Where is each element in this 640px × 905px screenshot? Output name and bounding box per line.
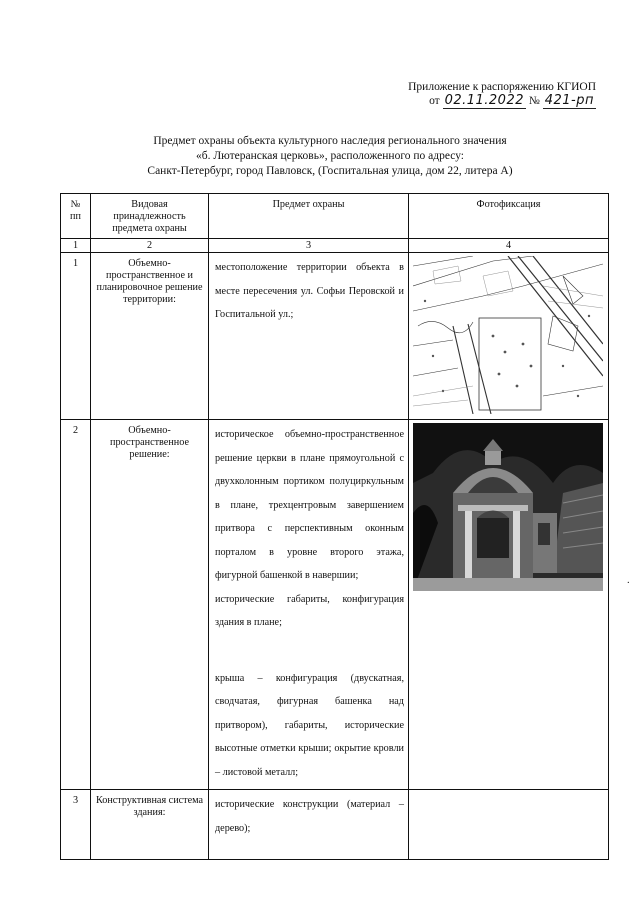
appendix-line: Приложение к распоряжению КГИОП (408, 81, 596, 93)
row-num: 1 (61, 253, 91, 420)
row-photo (409, 790, 609, 860)
row-subject (209, 253, 409, 420)
column-number: 1 (61, 239, 91, 253)
column-number: 4 (409, 239, 609, 253)
subject-paragraph: крыша – конфигурация (двускатная, сводчатая, фигурная башенка над притвором), габариты, исторические высотные отметки крыши; окрытие кровли – листовой металл; (215, 672, 404, 778)
subject-paragraph: историческое объемно-пространственное решение церкви в плане прямоугольной с двухколонным портиком полуциркульным в плане, трехцентровым завершением притвора с перспективным оконным порталом в уровне второго этажа, фигурной башенкой в навершии; (215, 429, 404, 581)
title-line-2: «б. Лютеранская церковь», расположенного по адресу: (196, 150, 464, 162)
handwritten-date: 02.11.2022 (444, 93, 524, 108)
protection-subject-table (60, 193, 609, 860)
header-num: № пп (61, 194, 91, 239)
appendix-header (408, 80, 596, 108)
document-title (60, 134, 600, 179)
header-row (61, 194, 609, 239)
header-photo: Фотофиксация (409, 194, 609, 239)
header-type: Видовая принадлежность предмета охраны (91, 194, 209, 239)
row-num: 3 (61, 790, 91, 860)
column-number: 2 (91, 239, 209, 253)
margin-mark: · (626, 578, 630, 589)
row-type: Конструктивная система здания: (91, 790, 209, 860)
column-number-row (61, 239, 609, 253)
handwritten-number: 421-рп (544, 93, 594, 108)
column-number: 3 (209, 239, 409, 253)
row-photo (409, 253, 609, 420)
row-type: Объемно-пространственное и планировочное решение территории: (91, 253, 209, 420)
number-prefix: № (528, 95, 540, 107)
title-line-1: Предмет охраны объекта культурного наследия регионального значения (153, 135, 507, 147)
row-num: 2 (61, 420, 91, 790)
table-row (61, 790, 609, 860)
church-photo-image (413, 423, 603, 591)
header-subject: Предмет охраны (209, 194, 409, 239)
row-subject (209, 420, 409, 790)
appendix-date-line (408, 94, 596, 108)
subject-paragraph: исторические габариты, конфигурация здания в плане; (215, 593, 404, 628)
date-prefix: от (429, 95, 440, 107)
title-line-3: Санкт-Петербург, город Павловск, (Госпитальная улица, дом 22, литера А) (147, 165, 513, 177)
table-row (61, 253, 609, 420)
row-subject (209, 790, 409, 860)
row-type: Объемно-пространственное решение: (91, 420, 209, 790)
subject-paragraph: местоположение территории объекта в месте пересечения ул. Софьи Перовской и Госпитальной ул.; (215, 262, 404, 320)
row-photo (409, 420, 609, 790)
subject-paragraph: исторические конструкции (материал – дерево); (215, 799, 404, 834)
table-row (61, 420, 609, 790)
map-fragment-image (413, 256, 603, 414)
